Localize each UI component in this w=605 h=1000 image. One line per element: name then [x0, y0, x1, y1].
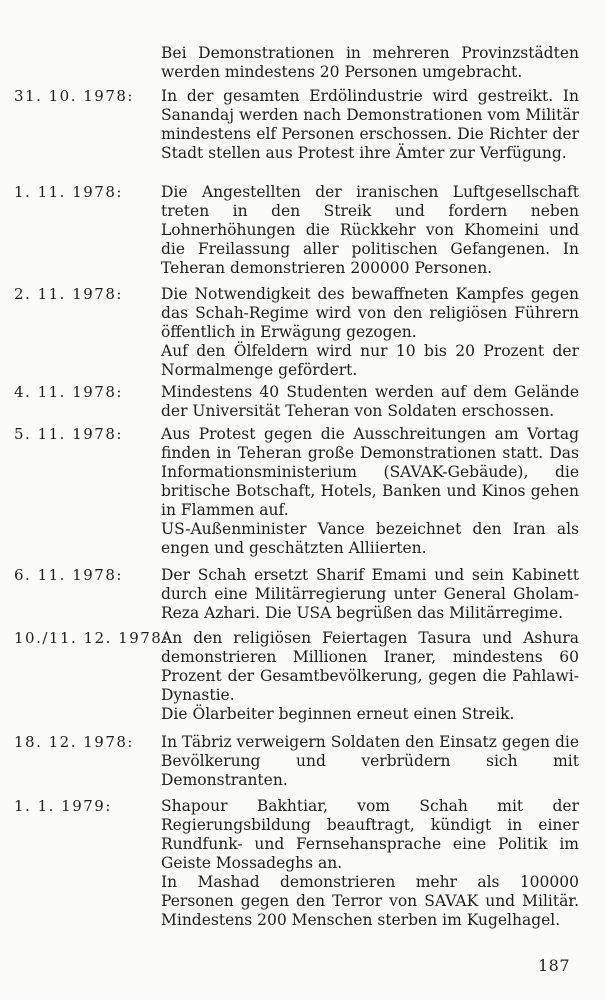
entry-paragraph: Die Angestellten der iranischen Luftgesellschaft treten in den Streik und fordern neben Lohnerhöhungen die Rückkehr von Khomeini und die Freilassung aller politischen Gefangenen. In Teheran demonstrieren 200000 Personen. — [161, 183, 579, 277]
page-number: 187 — [538, 956, 571, 975]
entry-date: 1. 1. 1979: — [14, 797, 112, 815]
entry-paragraph: In der gesamten Erdölindustrie wird gestreikt. In Sanandaj werden nach Demonstrationen vom Militär mindestens elf Personen erschossen. Die Richter der Stadt stellen aus Protest ihre Ämter zur Verfügung. — [161, 87, 579, 162]
entry-date: 6. 11. 1978: — [14, 566, 123, 584]
entry-paragraph: Bei Demonstrationen in mehreren Provinzstädten werden mindestens 20 Personen umgebracht. — [161, 44, 579, 81]
entry-paragraph: Shapour Bakhtiar, vom Schah mit der Regierungsbildung beauftragt, kündigt in einer Rundfunk- und Fernsehansprache eine Politik im Geiste Mossadeghs an. — [161, 797, 579, 872]
entry-text — [161, 383, 579, 421]
entry-date: 5. 11. 1978: — [14, 425, 123, 443]
entry-paragraph: Die Ölarbeiter beginnen erneut einen Streik. — [161, 705, 515, 723]
entry-paragraph: Die Notwendigkeit des bewaffneten Kampfes gegen das Schah-Regime wird von den religiösen Führern öffentlich in Erwägung gezogen. — [161, 285, 579, 341]
entry-text — [161, 183, 579, 278]
entry-paragraph: US-Außenminister Vance bezeichnet den Iran als engen und geschätzten Alliierten. — [161, 520, 579, 557]
entry-text — [161, 566, 579, 623]
entry-text — [161, 629, 579, 724]
entry-text — [161, 44, 579, 82]
entry-date: 18. 12. 1978: — [14, 733, 134, 751]
entry-paragraph: Aus Protest gegen die Ausschreitungen am Vortag finden in Teheran große Demonstrationen statt. Das Informationsministerium (SAVAK-Gebäude), die britische Botschaft, Hotels, Banken und Kinos gehen in Flammen auf. — [161, 425, 579, 519]
entry-date: 10./11. 12. 1978: — [14, 629, 169, 647]
entry-paragraph: Auf den Ölfeldern wird nur 10 bis 20 Prozent der Normalmenge gefördert. — [161, 342, 579, 379]
entry-paragraph: An den religiösen Feiertagen Tasura und Ashura demonstrieren Millionen Iraner, mindestens 60 Prozent der Gesamtbevölkerung, gegen die Pahlawi-Dynastie. — [161, 629, 579, 704]
entry-text — [161, 87, 579, 163]
entry-date: 31. 10. 1978: — [14, 87, 134, 105]
entry-paragraph: In Mashad demonstrieren mehr als 100000 Personen gegen den Terror von SAVAK und Militär. Mindestens 200 Menschen sterben im Kugelhagel. — [161, 873, 579, 929]
entry-date: 1. 11. 1978: — [14, 183, 123, 201]
entry-date: 4. 11. 1978: — [14, 383, 123, 401]
entry-paragraph: Mindestens 40 Studenten werden auf dem Gelände der Universität Teheran von Soldaten erschossen. — [161, 383, 579, 420]
entry-date: 2. 11. 1978: — [14, 285, 123, 303]
entry-text — [161, 285, 579, 380]
entry-text — [161, 733, 579, 790]
entry-text — [161, 797, 579, 930]
entry-text — [161, 425, 579, 558]
entry-paragraph: In Täbriz verweigern Soldaten den Einsatz gegen die Bevölkerung und verbrüdern sich mit Demonstranten. — [161, 733, 580, 789]
entry-paragraph: Der Schah ersetzt Sharif Emami und sein Kabinett durch eine Militärregierung unter General Gholam-Reza Azhari. Die USA begrüßen das Militärregime. — [161, 566, 579, 622]
